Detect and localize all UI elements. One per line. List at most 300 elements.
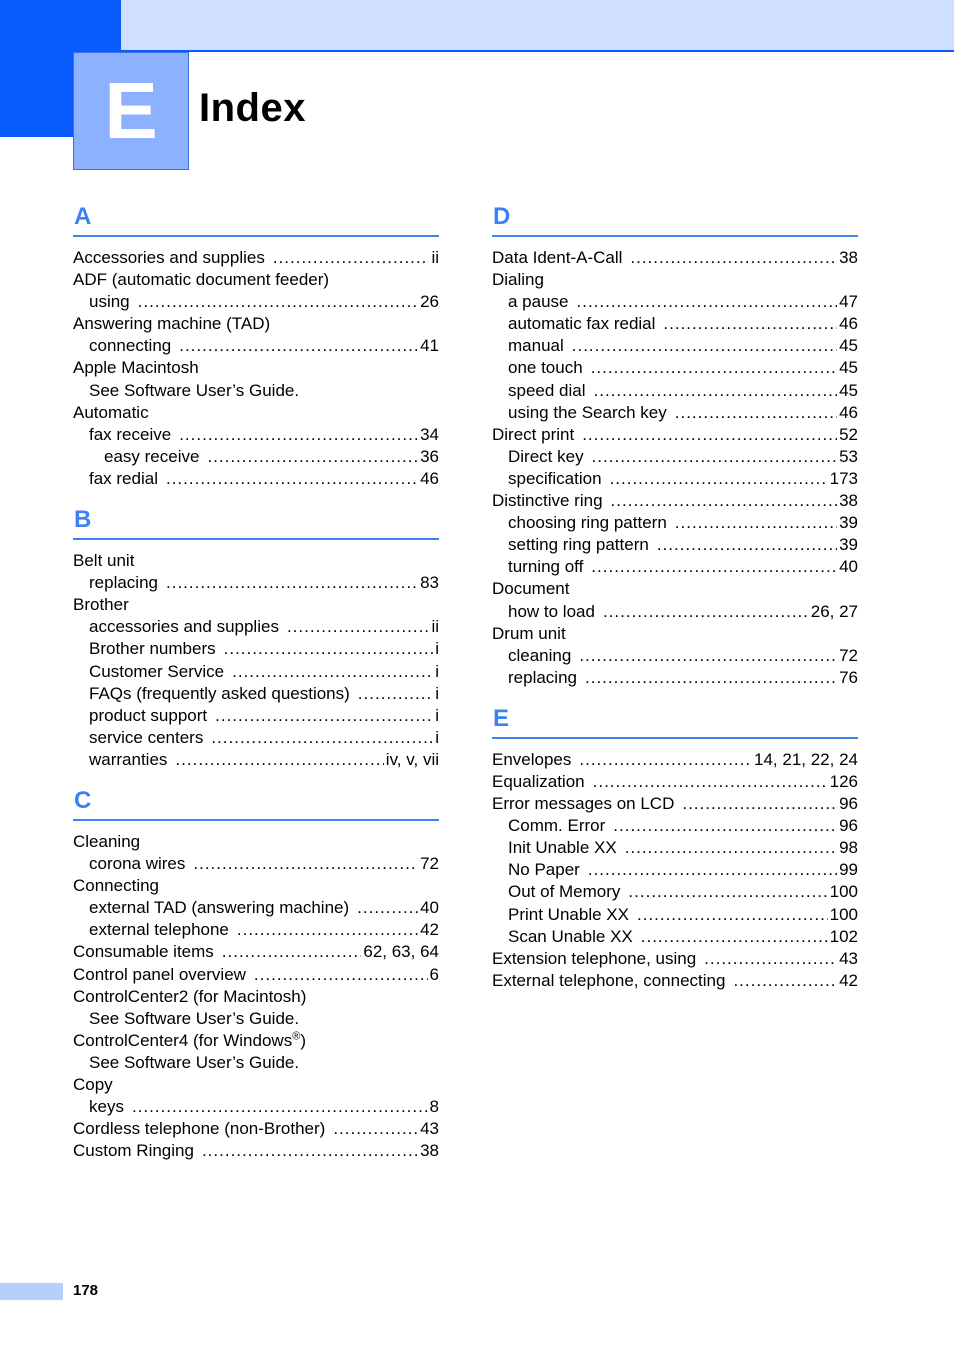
- entry-term: [508, 534, 649, 556]
- entry-text: Accessories and supplies: [73, 248, 265, 267]
- chapter-letter-box: [73, 52, 189, 170]
- entry-text: Direct key: [508, 446, 584, 466]
- index-entry: [73, 919, 439, 941]
- entry-term: [89, 335, 171, 357]
- page-ref: 14, 21, 22, 24: [754, 749, 858, 769]
- leader-dots: [207, 446, 418, 468]
- page-ref: 72: [839, 645, 858, 665]
- entry-term: [508, 357, 583, 379]
- page-ref: 46: [420, 468, 439, 488]
- entry-term: [492, 793, 674, 815]
- entry-text: Control panel overview: [73, 964, 246, 984]
- index-entry: [492, 623, 858, 645]
- entry-text: Data Ident-A-Call: [492, 248, 623, 267]
- entry-term: [73, 1030, 306, 1052]
- entry-term: [89, 683, 350, 705]
- index-entry: [73, 831, 439, 853]
- leader-dots: [579, 749, 752, 771]
- index-entry: [73, 705, 439, 727]
- entry-term: [508, 313, 655, 335]
- entry-term: [508, 556, 583, 578]
- leader-dots: [594, 380, 838, 402]
- index-entry: [73, 875, 439, 897]
- entry-term: [73, 594, 129, 616]
- entry-term: [508, 837, 617, 859]
- leader-dots: [166, 468, 418, 490]
- entry-text: external telephone: [89, 920, 229, 940]
- entry-text: External telephone, connecting: [492, 970, 726, 990]
- leader-dots: [733, 970, 837, 992]
- entry-text: Consumable items: [73, 942, 214, 962]
- index-entry: [492, 490, 858, 512]
- entry-term: [492, 970, 725, 992]
- leader-dots: [592, 446, 838, 468]
- index-entry: [492, 512, 858, 534]
- entry-text: Copy: [73, 1075, 113, 1094]
- entry-term: [492, 578, 569, 600]
- index-entry: [492, 402, 858, 424]
- entry-text: Apple Macintosh: [73, 358, 199, 378]
- index-entry: [492, 859, 858, 881]
- page-ref: 42: [420, 920, 439, 940]
- entry-text: automatic fax redial: [508, 314, 656, 334]
- entry-term: [492, 749, 571, 771]
- leader-dots: [675, 512, 837, 534]
- leader-dots: [625, 837, 837, 859]
- index-entry: [73, 1074, 439, 1096]
- entry-term: [492, 771, 585, 793]
- leader-dots: [593, 771, 828, 793]
- entry-suffix: ): [300, 1030, 306, 1050]
- index-entry: [73, 749, 439, 771]
- page-ref: 6: [429, 964, 439, 984]
- entry-text: choosing ring pattern: [508, 513, 667, 533]
- index-entry: [73, 291, 439, 313]
- page-ref: i: [435, 705, 439, 725]
- entry-text: warranties: [89, 749, 168, 769]
- entry-text: Document: [492, 579, 570, 599]
- page-ref: 52: [839, 424, 858, 444]
- entry-term: [89, 705, 207, 727]
- index-entry: [73, 986, 439, 1008]
- index-entry: [492, 313, 858, 335]
- entry-text: Print Unable XX: [508, 904, 629, 924]
- entry-term: [508, 645, 571, 667]
- leader-dots: [657, 534, 837, 556]
- page-ref: 38: [839, 491, 858, 511]
- leader-dots: [211, 727, 433, 749]
- leader-dots: [132, 1096, 428, 1118]
- index-entry: [73, 468, 439, 490]
- entry-term: [89, 380, 299, 402]
- entry-term: [89, 291, 130, 313]
- index-entry: [73, 1030, 439, 1052]
- entry-text: Cordless telephone (non-Brother): [73, 1119, 326, 1139]
- entry-text: See Software User’s Guide.: [89, 1052, 300, 1072]
- entry-text: See Software User’s Guide.: [89, 1008, 300, 1028]
- entry-text: Brother numbers: [89, 639, 216, 659]
- index-entry: [492, 771, 858, 793]
- page-ref: 45: [839, 380, 858, 400]
- leader-dots: [613, 815, 837, 837]
- section-letter: E: [492, 703, 858, 739]
- leader-dots: [287, 616, 429, 638]
- entry-text: Answering machine (TAD): [73, 314, 271, 334]
- leader-dots: [591, 357, 837, 379]
- page-ref: 102: [829, 926, 858, 946]
- entry-text: using: [89, 292, 130, 312]
- leader-dots: [682, 793, 837, 815]
- entry-text: product support: [89, 705, 208, 725]
- leader-dots: [663, 313, 837, 335]
- entry-term: [508, 601, 595, 623]
- index-entry: [492, 793, 858, 815]
- entry-term: [492, 269, 544, 291]
- entry-term: [492, 490, 603, 512]
- entry-text: a pause: [508, 292, 569, 312]
- leader-dots: [675, 402, 837, 424]
- leader-dots: [630, 247, 837, 269]
- leader-dots: [224, 638, 434, 660]
- leader-dots: [179, 424, 418, 446]
- entry-text: manual: [508, 336, 564, 356]
- entry-term: [73, 1140, 194, 1162]
- index-entry: [73, 964, 439, 986]
- entry-term: [508, 446, 584, 468]
- page-ref: 38: [420, 1141, 439, 1161]
- page-ref: ii: [431, 248, 439, 267]
- index-entry: [73, 1096, 439, 1118]
- entry-text: Connecting: [73, 876, 160, 896]
- entry-term: [89, 638, 216, 660]
- entry-text: Custom Ringing: [73, 1141, 194, 1161]
- entry-term: [508, 667, 577, 689]
- page-ref: i: [435, 639, 439, 659]
- entry-term: [73, 831, 140, 853]
- leader-dots: [641, 926, 828, 948]
- entry-text: FAQs (frequently asked questions): [89, 683, 350, 703]
- entry-term: [508, 291, 569, 313]
- index-entry: [492, 247, 858, 269]
- entry-text: Envelopes: [492, 749, 572, 769]
- entry-term: [73, 1118, 325, 1140]
- entry-term: [73, 550, 134, 572]
- entry-term: [73, 247, 265, 269]
- page-ref: 40: [420, 898, 439, 918]
- entry-text: See Software User’s Guide.: [89, 380, 300, 400]
- page-ref: 96: [839, 794, 858, 814]
- index-entry: [73, 727, 439, 749]
- leader-dots: [333, 1118, 418, 1140]
- index-entry: [73, 357, 439, 379]
- entry-term: [508, 859, 580, 881]
- index-entry: [492, 468, 858, 490]
- page-ref: 62, 63, 64: [363, 942, 439, 962]
- page-ref: 47: [839, 292, 858, 312]
- leader-dots: [591, 556, 837, 578]
- index-entry: [492, 291, 858, 313]
- entry-text: Direct print: [492, 424, 575, 444]
- entry-term: [73, 269, 329, 291]
- entry-text: Extension telephone, using: [492, 948, 697, 968]
- entry-text: ControlCenter2 (for Macintosh): [73, 986, 307, 1006]
- section-letter: A: [73, 201, 439, 237]
- page-ref: 45: [839, 358, 858, 378]
- index-entry: [492, 815, 858, 837]
- entry-text: Scan Unable XX: [508, 926, 633, 946]
- entry-term: [73, 402, 149, 424]
- entry-term: [492, 948, 696, 970]
- page-ref: 39: [839, 535, 858, 555]
- entry-text: connecting: [89, 336, 172, 356]
- leader-dots: [637, 904, 828, 926]
- leader-dots: [254, 964, 428, 986]
- leader-dots: [232, 661, 433, 683]
- entry-term: [508, 815, 605, 837]
- index-entry: [492, 926, 858, 948]
- entry-text: Customer Service: [89, 661, 225, 681]
- entry-text: service centers: [89, 727, 204, 747]
- entry-text: Belt unit: [73, 551, 135, 571]
- page-ref: 173: [829, 468, 858, 488]
- page-ref: 72: [420, 854, 439, 874]
- page-number: 178: [73, 1282, 99, 1299]
- leader-dots: [577, 291, 838, 313]
- entry-text: ControlCenter4 (for Windows: [73, 1030, 293, 1050]
- entry-term: [73, 986, 306, 1008]
- page-ref: 99: [839, 860, 858, 880]
- entry-term: [508, 402, 667, 424]
- entry-text: Equalization: [492, 771, 585, 791]
- leader-dots: [572, 335, 837, 357]
- index-entry: [73, 269, 439, 291]
- page-ref: 46: [839, 314, 858, 334]
- entry-term: [508, 881, 620, 903]
- entry-text: Brother: [73, 595, 129, 615]
- header-band: [0, 0, 954, 52]
- entry-term: [89, 424, 171, 446]
- entry-term: [508, 468, 602, 490]
- page-ref: 43: [839, 948, 858, 968]
- leader-dots: [610, 468, 828, 490]
- entry-text: replacing: [508, 667, 577, 687]
- index-entry: [73, 424, 439, 446]
- index-entry: [492, 667, 858, 689]
- page-ref: 100: [829, 904, 858, 924]
- entry-text: setting ring pattern: [508, 535, 649, 555]
- page-ref: 43: [420, 1119, 439, 1139]
- leader-dots: [202, 1140, 418, 1162]
- entry-term: [492, 247, 622, 269]
- index-entry: [73, 572, 439, 594]
- page-ref: i: [435, 683, 439, 703]
- entry-term: [73, 357, 199, 379]
- entry-text: one touch: [508, 358, 583, 378]
- entry-term: [508, 335, 564, 357]
- entry-term: [492, 623, 566, 645]
- index-section-b: [73, 504, 439, 771]
- page-ref: iv, v, vii: [385, 749, 439, 769]
- entry-text: turning off: [508, 557, 584, 577]
- index-entry: [492, 645, 858, 667]
- index-entry: [492, 357, 858, 379]
- leader-dots: [585, 667, 837, 689]
- entry-text: Out of Memory: [508, 882, 621, 902]
- index-entry: [73, 550, 439, 572]
- leader-dots: [588, 859, 837, 881]
- page-ref: 98: [839, 838, 858, 858]
- leader-dots: [611, 490, 838, 512]
- page-ref: 100: [829, 882, 858, 902]
- page-ref: 96: [839, 816, 858, 836]
- entry-text: fax redial: [89, 468, 158, 488]
- entry-text: Distinctive ring: [492, 491, 603, 511]
- index-entry: [73, 446, 439, 468]
- index-section-d: [492, 201, 858, 689]
- leader-dots: [193, 853, 418, 875]
- leader-dots: [237, 919, 418, 941]
- index-entry: [492, 424, 858, 446]
- index-column-right: [492, 201, 858, 1006]
- page-ref: 40: [839, 557, 858, 577]
- index-entry: [492, 380, 858, 402]
- page-ref: 45: [839, 336, 858, 356]
- page-ref: 8: [429, 1097, 439, 1117]
- entry-text: corona wires: [89, 854, 186, 874]
- page-ref: 34: [420, 424, 439, 444]
- page-ref: 46: [839, 402, 858, 422]
- index-section-a: [73, 201, 439, 490]
- index-entry: [492, 335, 858, 357]
- index-entry: [73, 853, 439, 875]
- entry-text: replacing: [89, 573, 158, 593]
- page-ref: 38: [839, 248, 858, 267]
- index-entry: [492, 970, 858, 992]
- page-ref: 26: [420, 292, 439, 312]
- index-entry: [73, 247, 439, 269]
- index-entry: [73, 638, 439, 660]
- page-ref: 39: [839, 513, 858, 533]
- entry-text: how to load: [508, 601, 595, 621]
- page-ref: i: [435, 727, 439, 747]
- chapter-letter: E: [104, 66, 158, 155]
- entry-text: Cleaning: [73, 831, 141, 851]
- leader-dots: [704, 948, 837, 970]
- page-ref: 83: [420, 573, 439, 593]
- entry-term: [508, 926, 633, 948]
- entry-term: [89, 572, 158, 594]
- index-entry: [492, 556, 858, 578]
- entry-text: easy receive: [104, 446, 200, 466]
- page-ref: i: [435, 661, 439, 681]
- index-entry: [73, 1140, 439, 1162]
- leader-dots: [222, 941, 362, 963]
- index-section-c: [73, 785, 439, 1162]
- entry-text: Dialing: [492, 270, 544, 290]
- entry-term: [104, 446, 199, 468]
- entry-text: using the Search key: [508, 402, 667, 422]
- index-entry: [73, 941, 439, 963]
- index-entry: [492, 837, 858, 859]
- index-entry: [492, 534, 858, 556]
- entry-term: [73, 964, 246, 986]
- entry-text: specification: [508, 468, 602, 488]
- leader-dots: [582, 424, 837, 446]
- section-letter: D: [492, 201, 858, 237]
- leader-dots: [579, 645, 837, 667]
- leader-dots: [179, 335, 418, 357]
- entry-term: [508, 512, 667, 534]
- page-ref: 53: [839, 446, 858, 466]
- entry-text: No Paper: [508, 860, 580, 880]
- page-ref: 42: [839, 970, 858, 990]
- page-ref: 26, 27: [810, 601, 858, 621]
- entry-term: [508, 904, 629, 926]
- leader-dots: [358, 683, 433, 705]
- entry-term: [89, 919, 229, 941]
- entry-term: [89, 727, 203, 749]
- entry-term: [89, 749, 167, 771]
- leader-dots: [175, 749, 383, 771]
- footer-bar: [0, 1283, 63, 1300]
- entry-text: keys: [89, 1097, 124, 1117]
- entry-text: external TAD (answering machine): [89, 898, 350, 918]
- entry-term: [508, 380, 586, 402]
- index-entry: [73, 1118, 439, 1140]
- entry-text: Comm. Error: [508, 816, 606, 836]
- leader-dots: [166, 572, 418, 594]
- leader-dots: [215, 705, 433, 727]
- index-entry: [73, 1008, 439, 1030]
- index-entry: [492, 269, 858, 291]
- leader-dots: [273, 247, 430, 269]
- leader-dots: [603, 601, 809, 623]
- entry-term: [73, 313, 270, 335]
- index-entry: [73, 683, 439, 705]
- section-letter: C: [73, 785, 439, 821]
- page-ref: 126: [829, 771, 858, 791]
- index-entry: [492, 601, 858, 623]
- entry-text: Automatic: [73, 402, 149, 422]
- index-entry: [73, 380, 439, 402]
- index-entry: [73, 594, 439, 616]
- entry-term: [492, 424, 574, 446]
- entry-term: [89, 616, 279, 638]
- entry-term: [73, 1074, 113, 1096]
- entry-term: [89, 468, 158, 490]
- entry-term: [89, 1052, 299, 1074]
- index-entry: [492, 749, 858, 771]
- entry-text: Error messages on LCD: [492, 794, 675, 814]
- leader-dots: [357, 897, 418, 919]
- entry-term: [89, 1096, 124, 1118]
- registered-mark: ®: [292, 1030, 301, 1043]
- page-ref: 36: [420, 446, 439, 466]
- index-entry: [492, 948, 858, 970]
- leader-dots: [628, 881, 827, 903]
- page-ref: 76: [839, 667, 858, 687]
- section-letter: B: [73, 504, 439, 540]
- entry-text: Init Unable XX: [508, 838, 617, 858]
- index-entry: [492, 881, 858, 903]
- entry-text: cleaning: [508, 645, 572, 665]
- entry-term: [73, 875, 159, 897]
- entry-term: [89, 1008, 299, 1030]
- index-entry: [73, 335, 439, 357]
- index-column-left: [73, 201, 439, 1176]
- page-ref: ii: [431, 617, 439, 637]
- index-entry: [73, 616, 439, 638]
